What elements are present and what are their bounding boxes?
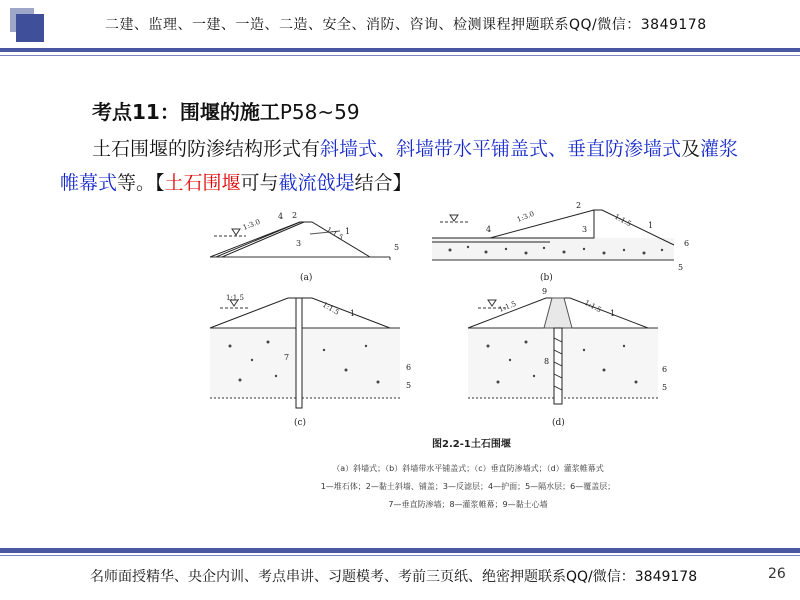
label-c5: 5: [406, 381, 412, 390]
header-line: [0, 55, 800, 56]
para-dike: 截流戗堤: [278, 172, 355, 194]
para-earthrock: 土石围堰: [164, 172, 241, 194]
label-b4: 4: [486, 225, 492, 234]
label-c1: 1: [350, 309, 356, 318]
label-sub-c: (c): [294, 418, 307, 428]
cofferdam-figure: [200, 200, 710, 520]
para-s9: 结合】: [354, 172, 412, 194]
footer-bar: [0, 548, 800, 553]
figure-legend-3: 7—垂直防渗墙；8—灌浆帷幕；9—黏土心墙: [388, 500, 548, 509]
label-a4: 4: [278, 212, 284, 221]
label-slope-c15b: 1:1.5: [321, 300, 341, 317]
label-a5: 5: [394, 243, 400, 252]
label-slope-b15: 1:1.5: [613, 212, 633, 229]
figure-caption: 图2.2-1土石围堰: [432, 439, 511, 450]
label-a2: 2: [292, 211, 298, 220]
label-a1: 1: [345, 227, 351, 236]
label-d5: 5: [662, 383, 668, 392]
para-s3: 及: [681, 138, 701, 160]
label-sub-a: (a): [300, 273, 313, 283]
label-slope-d15b: 1:1.5: [583, 298, 603, 315]
title-main: 考点11：围堰的施工: [92, 100, 280, 124]
label-d9: 9: [542, 287, 548, 296]
body-paragraph: [60, 132, 750, 200]
header-bar: [0, 48, 800, 52]
label-d8: 8: [544, 357, 550, 366]
para-s7: 可与: [240, 172, 279, 194]
page-number: 26: [768, 566, 786, 582]
label-slope-a13: 1:3.0: [241, 217, 262, 232]
slide-title: [92, 96, 360, 125]
diagram-c: [210, 294, 411, 428]
diagram-a: [210, 211, 399, 283]
label-d6: 6: [662, 365, 668, 374]
label-slope-b13: 1:3.0: [515, 209, 536, 224]
para-s5: 等。【: [117, 172, 165, 194]
footer-text: 名师面授精华、央企内训、考点串讲、习题模考、考前三页纸、绝密押题联系QQ/微信：3849178: [90, 569, 698, 585]
label-sub-b: (b): [540, 273, 553, 283]
para-grout: 灌浆帷幕式: [60, 138, 739, 194]
title-pages: P58~59: [279, 100, 360, 124]
label-b3: 3: [582, 225, 588, 234]
figure-legend-1: （a）斜墙式；（b）斜墙带水平铺盖式；（c）垂直防渗墙式；（d）灌浆帷幕式: [332, 464, 604, 473]
para-s1: 土石围堰的防渗结构形式有: [92, 138, 321, 160]
logo-square-front: [16, 14, 44, 42]
label-c6: 6: [406, 363, 412, 372]
label-b1: 1: [648, 221, 654, 230]
diagram-b: [432, 201, 689, 283]
label-slope-c15: 1:1.5: [226, 294, 244, 302]
diagram-d: [468, 287, 667, 428]
label-b2: 2: [576, 201, 582, 210]
label-d1: 1: [610, 309, 616, 318]
header-text: 二建、监理、一建、一造、二造、安全、消防、咨询、检测课程押题联系QQ/微信：3849178: [105, 17, 707, 33]
footer-line: [0, 555, 800, 556]
label-sub-d: (d): [552, 418, 565, 428]
label-slope-a15: 1:1.5: [325, 225, 345, 242]
label-b5: 5: [678, 263, 684, 272]
figure-legend-2: 1—堆石体；2—黏土斜墙、铺盖；3—反滤层；4—护面；5—隔水层；6—覆盖层；: [320, 482, 616, 491]
label-a3: 3: [296, 239, 302, 248]
label-b6: 6: [684, 239, 690, 248]
para-types: 斜墙式、斜墙带水平铺盖式、垂直防渗墙式: [320, 138, 682, 160]
label-slope-d15: 1:1.5: [497, 299, 518, 314]
label-c7: 7: [284, 353, 290, 362]
